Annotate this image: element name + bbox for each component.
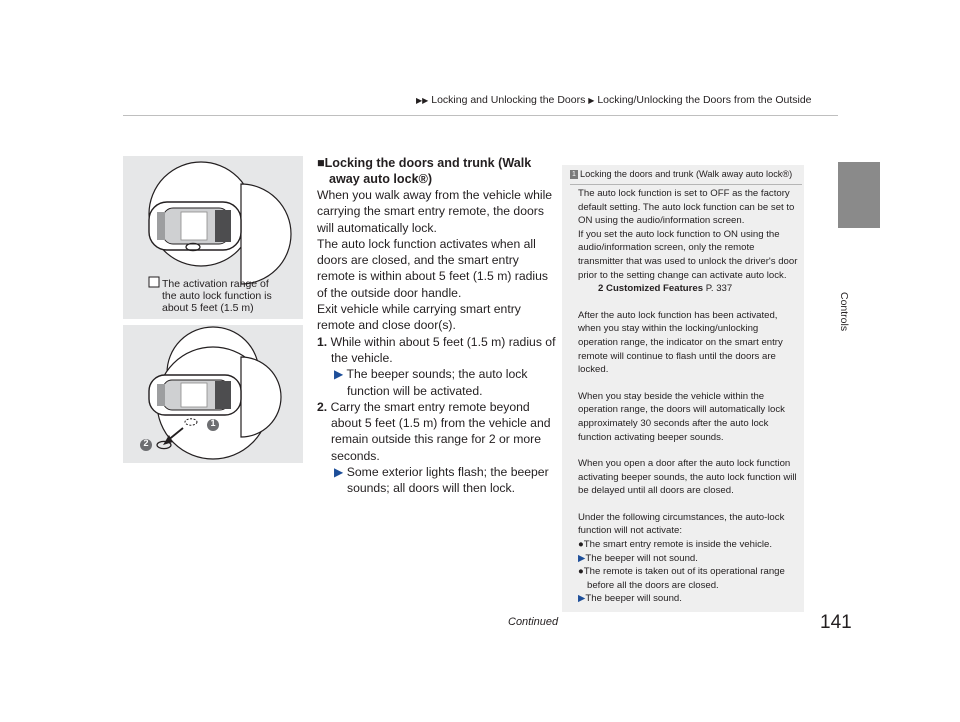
result-text: The beeper will sound. xyxy=(585,593,682,605)
step-2-result xyxy=(317,464,557,497)
caption-line: about 5 feet (1.5 m) xyxy=(162,302,254,314)
walk-away-diagram xyxy=(123,325,303,463)
step-text: While within about 5 feet (1.5 m) radius of the vehicle. xyxy=(330,334,556,365)
note-title-text: Locking the doors and trunk (Walk away auto lock®) xyxy=(580,169,793,179)
result-arrow-icon: ▶ xyxy=(578,593,586,605)
heading-line-2: away auto lock®) xyxy=(329,172,433,186)
figure-caption xyxy=(148,278,272,314)
breadcrumb-arrow-icon: ▶▶ xyxy=(416,96,429,105)
result-text: The beeper sounds; the auto lock function will be activated. xyxy=(346,367,528,398)
step-1 xyxy=(317,334,557,367)
main-content xyxy=(317,155,557,497)
paragraph: When you walk away from the vehicle while carrying the smart entry remote, the doors will automatically lock. xyxy=(317,188,553,235)
step-number: 1. xyxy=(317,334,328,349)
figure-walk-away-steps xyxy=(123,325,303,463)
note-title xyxy=(570,168,792,182)
result-arrow-icon: ▶ xyxy=(334,367,344,382)
note-panel xyxy=(562,165,804,612)
figure-activation-range xyxy=(123,156,303,319)
note-paragraph: The auto lock function is set to OFF as the factory default setting. The auto lock function can be set to ON using the audio/information screen. xyxy=(578,188,795,227)
heading-bullet-icon: ■ xyxy=(317,156,325,170)
callout-2: 2 xyxy=(143,438,149,448)
bullet-result xyxy=(578,552,800,566)
bullet-icon: ● xyxy=(578,566,584,578)
heading-line-1: Locking the doors and trunk (Walk xyxy=(324,156,532,170)
chapter-tab-marker xyxy=(838,162,880,228)
bullet-text: The remote is taken out of its operational range before all the doors are closed. xyxy=(583,566,785,591)
caption-line: the auto lock function is xyxy=(162,290,272,302)
header-divider xyxy=(123,115,838,116)
callout-1: 1 xyxy=(210,418,216,428)
bullet-item xyxy=(578,565,800,592)
link-page: P. 337 xyxy=(705,283,733,295)
bullet-text: The smart entry remote is inside the vehicle. xyxy=(583,539,773,551)
result-text: The beeper will not sound. xyxy=(585,552,698,564)
breadcrumb-item-1[interactable]: Locking and Unlocking the Doors xyxy=(431,94,586,106)
breadcrumb-arrow-icon: ▶ xyxy=(588,96,595,105)
link-label: Customized Features xyxy=(606,283,704,295)
step-1-result xyxy=(317,366,557,399)
bullet-icon: ● xyxy=(578,539,584,551)
note-paragraph: Under the following circumstances, the auto-lock function will not activate: xyxy=(578,511,785,537)
note-number-icon: 1 xyxy=(570,170,578,179)
bullet-item xyxy=(578,538,800,552)
bullet-result xyxy=(578,592,800,606)
result-text: Some exterior lights flash; the beeper sounds; all doors will then lock. xyxy=(346,465,549,496)
cross-reference-link[interactable] xyxy=(578,282,800,296)
page-number: 141 xyxy=(820,612,852,633)
reference-icon: 2 xyxy=(598,283,604,295)
note-body xyxy=(578,187,800,606)
step-2 xyxy=(317,399,557,464)
caption-line: The activation range of xyxy=(162,278,269,290)
chapter-tab-label: Controls xyxy=(838,292,850,332)
step-number: 2. xyxy=(317,399,328,414)
note-paragraph: After the auto lock function has been activated, when you stay within the locking/unlocking operation range, the indicator on the smart entry remote will continue to flash until the doors are locked. xyxy=(578,309,783,376)
continued-label: Continued xyxy=(508,616,559,628)
paragraph: Exit vehicle while carrying smart entry remote and close door(s). xyxy=(317,302,521,333)
step-text: Carry the smart entry remote beyond about 5 feet (1.5 m) from the vehicle and remain outside this range for 2 or more seconds. xyxy=(330,399,551,463)
note-paragraph: If you set the auto lock function to ON using the audio/information screen, only the remote transmitter that was used to unlock the driver's door prior to the setting change can activate auto lock. xyxy=(578,228,798,281)
section-heading xyxy=(317,155,557,187)
note-paragraph: When you open a door after the auto lock function activating beeper sounds, the auto lock function will be delayed until all doors are closed. xyxy=(578,458,797,497)
note-divider xyxy=(570,184,802,185)
chapter-tab[interactable] xyxy=(830,238,890,332)
breadcrumb-item-2[interactable]: Locking/Unlocking the Doors from the Outside xyxy=(597,94,812,106)
breadcrumb xyxy=(416,94,812,106)
paragraph: The auto lock function activates when all doors are closed, and the smart entry remote is within about 5 feet (1.5 m) radius of the outside door handle. xyxy=(317,236,548,300)
note-paragraph: When you stay beside the vehicle within the operation range, the doors will automatically lock approximately 30 seconds after the auto lock function activating beeper sounds. xyxy=(578,390,785,443)
result-arrow-icon: ▶ xyxy=(578,552,586,564)
result-arrow-icon: ▶ xyxy=(334,465,344,480)
